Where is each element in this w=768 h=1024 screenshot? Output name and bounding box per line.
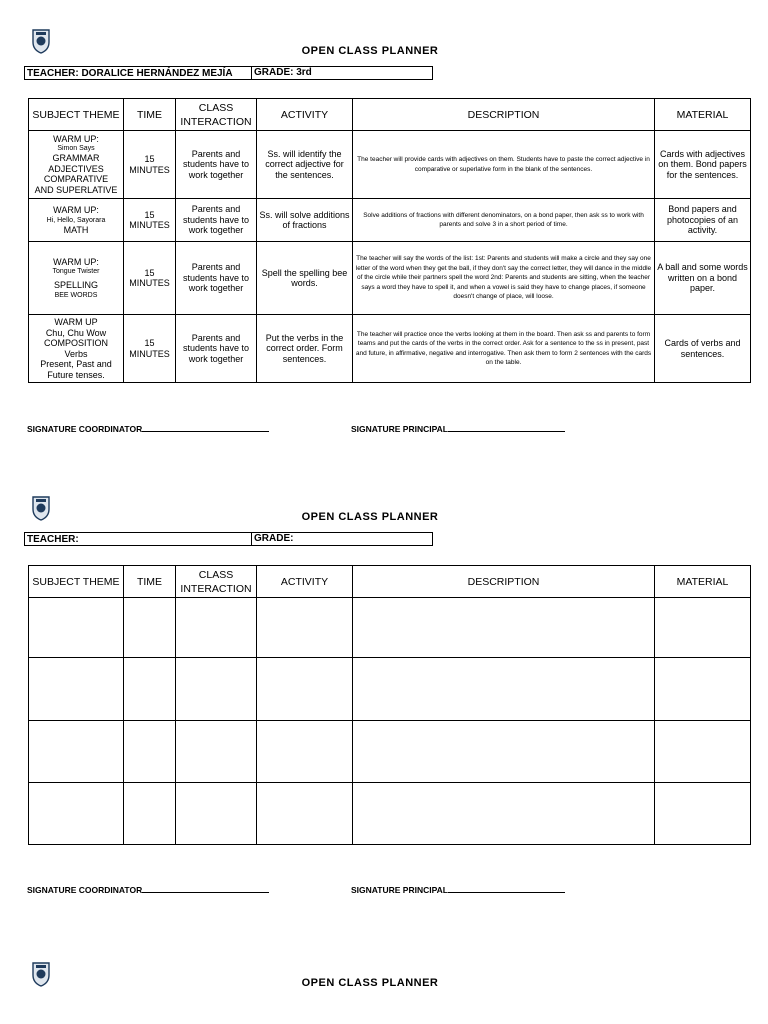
empty-cell [353, 783, 655, 845]
signature-coordinator-label: SIGNATURE COORDINATOR [27, 885, 143, 895]
empty-cell [29, 721, 124, 783]
material-cell: Cards with adjectives on them. Bond papers for the sentences. [655, 131, 751, 199]
header-description: DESCRIPTION [353, 566, 655, 598]
empty-cell [29, 598, 124, 658]
empty-cell [29, 658, 124, 721]
header-description: DESCRIPTION [353, 99, 655, 131]
activity-cell: Spell the spelling bee words. [257, 242, 353, 315]
planner-table [28, 565, 751, 845]
header-material: MATERIAL [655, 566, 751, 598]
description-cell: Solve additions of fractions with different denominators, on a bond paper, then ask ss to work with parents and solve 3 in a short period of time. [353, 199, 655, 242]
table-row [29, 315, 751, 383]
empty-cell [655, 598, 751, 658]
time-cell: 15 MINUTES [124, 131, 176, 199]
activity-cell: Put the verbs in the correct order. Form sentences. [257, 315, 353, 383]
empty-cell [353, 658, 655, 721]
planner-table [28, 98, 751, 383]
subject-line: BEE WORDS [54, 291, 98, 299]
interaction-cell: Parents and students have to work together [176, 199, 257, 242]
subject-line: Verbs [64, 348, 88, 359]
signature-principal [351, 885, 565, 895]
subject-line: Simon Says [57, 145, 95, 153]
table-row [29, 242, 751, 315]
signature-coordinator [27, 424, 269, 434]
table-row [29, 199, 751, 242]
signature-line [142, 424, 269, 432]
empty-cell [257, 721, 353, 783]
header-subject-theme: SUBJECT THEME [29, 566, 124, 598]
header-class-interaction: CLASS INTERACTION [176, 99, 257, 131]
empty-cell [257, 598, 353, 658]
activity-cell: Ss. will identify the correct adjective for the sentences. [257, 131, 353, 199]
subject-line: GRAMMAR [52, 153, 100, 164]
time-cell: 15 MINUTES [124, 315, 176, 383]
empty-cell [176, 598, 257, 658]
header-material: MATERIAL [655, 99, 751, 131]
signature-coordinator-label: SIGNATURE COORDINATOR [27, 424, 143, 434]
subject-line: Chu, Chu Wow [45, 327, 107, 338]
header-subject-theme: SUBJECT THEME [29, 99, 124, 131]
description-cell: The teacher will say the words of the list: 1st: Parents and students will make a circle and they say one letter of the word when they get the ball, if they don't say the correct letter, they will dance in the middle of the circle while their partners spell the word 2nd: Parents and students are sitting, when the teacher says a word they have to spell it, and when a vowel is said they have to change places, if someone doesn't change of place, will loose. [353, 242, 655, 315]
subject-line: ADJECTIVES [48, 163, 104, 174]
empty-cell [124, 658, 176, 721]
table-row [29, 131, 751, 199]
subject-line: Hi, Hello, Sayorara [46, 216, 106, 224]
empty-cell [124, 783, 176, 845]
interaction-cell: Parents and students have to work together [176, 315, 257, 383]
signature-principal-label: SIGNATURE PRINCIPAL [351, 424, 448, 434]
time-cell: 15 MINUTES [124, 242, 176, 315]
description-cell: The teacher will practice once the verbs looking at them in the board. Then ask ss and parents to form teams and put the cards of the verbs in the correct order. Ask for a sentence to the ss in present, past and future, in affirmative, negative and interrogative. Then ask them to form 2 sentences with the cards on the table. [353, 315, 655, 383]
table-row [29, 658, 751, 721]
header-class-interaction: CLASS INTERACTION [176, 566, 257, 598]
empty-cell [353, 598, 655, 658]
subject-line: WARM UP: [53, 256, 99, 267]
subject-line: COMPARATIVE [43, 174, 109, 185]
grade-label: GRADE: 3rd [251, 66, 312, 80]
material-cell: Cards of verbs and sentences. [655, 315, 751, 383]
empty-cell [29, 783, 124, 845]
subject-line: SPELLING [53, 280, 99, 290]
empty-cell [176, 783, 257, 845]
subject-line: WARM UP: [53, 205, 99, 215]
material-cell: Bond papers and photocopies of an activity. [655, 199, 751, 242]
interaction-cell: Parents and students have to work together [176, 242, 257, 315]
interaction-cell: Parents and students have to work together [176, 131, 257, 199]
activity-cell: Ss. will solve additions of fractions [257, 199, 353, 242]
time-cell: 15 MINUTES [124, 199, 176, 242]
grade-label: GRADE: [251, 532, 293, 546]
table-header-row [29, 566, 751, 598]
signature-line [142, 885, 269, 893]
planner-title: OPEN CLASS PLANNER [301, 45, 439, 57]
subject-line: WARM UP: [53, 133, 99, 144]
signature-line [448, 424, 565, 432]
subject-line: Future tenses. [47, 369, 105, 380]
empty-cell [257, 658, 353, 721]
description-cell: The teacher will provide cards with adjectives on them. Students have to paste the correct adjective in comparative or superlative form in the blank of the sentences. [353, 131, 655, 199]
subject-line: AND SUPERLATIVE [34, 184, 118, 195]
empty-cell [176, 721, 257, 783]
subject-line: MATH [63, 224, 89, 235]
teacher-label: TEACHER: [27, 534, 79, 545]
planner-title: OPEN CLASS PLANNER [301, 977, 439, 989]
table-row [29, 721, 751, 783]
signature-principal [351, 424, 565, 434]
empty-cell [655, 721, 751, 783]
header-time: TIME [124, 99, 176, 131]
header-activity: ACTIVITY [257, 99, 353, 131]
subject-line: Tongue Twister [52, 268, 100, 275]
header-activity: ACTIVITY [257, 566, 353, 598]
subject-line: WARM UP [54, 317, 98, 327]
subject-theme-cell [29, 315, 124, 383]
empty-cell [353, 721, 655, 783]
subject-theme-cell [29, 199, 124, 242]
empty-cell [655, 658, 751, 721]
subject-line: COMPOSITION [43, 338, 108, 348]
table-row [29, 598, 751, 658]
teacher-label: TEACHER: DORALICE HERNÁNDEZ MEJÍA [27, 68, 233, 79]
subject-line: Present, Past and [40, 359, 112, 369]
table-header-row [29, 99, 751, 131]
teacher-grade-bar [24, 66, 433, 80]
signature-coordinator [27, 885, 269, 895]
header-time: TIME [124, 566, 176, 598]
empty-cell [124, 721, 176, 783]
material-cell: A ball and some words written on a bond paper. [655, 242, 751, 315]
table-row [29, 783, 751, 845]
empty-cell [655, 783, 751, 845]
empty-cell [257, 783, 353, 845]
teacher-grade-bar [24, 532, 433, 546]
subject-theme-cell [29, 242, 124, 315]
signature-line [448, 885, 565, 893]
empty-cell [124, 598, 176, 658]
planner-title: OPEN CLASS PLANNER [301, 511, 439, 523]
subject-theme-cell [29, 131, 124, 199]
signature-principal-label: SIGNATURE PRINCIPAL [351, 885, 448, 895]
empty-cell [176, 658, 257, 721]
